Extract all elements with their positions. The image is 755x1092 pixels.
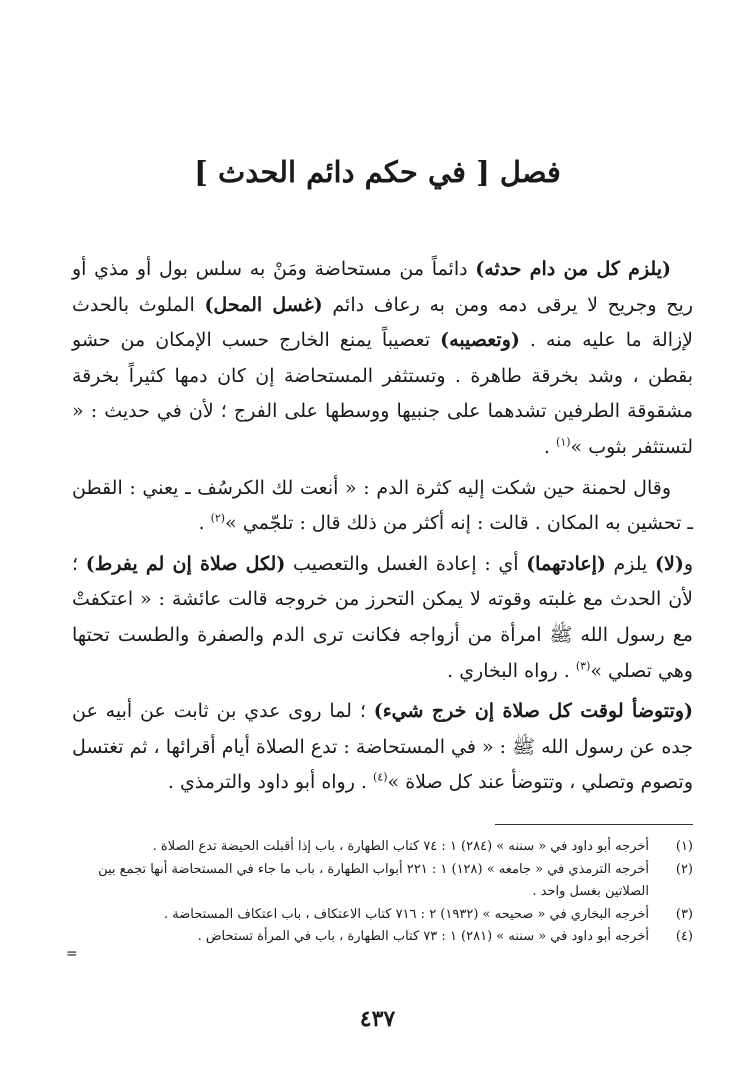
- commentary-text: ؛ لأن الحدث مع غلبته وقوته لا يمكن التحرز من خروجه قالت عائشة : « اعتكفتْ مع رسول الله ﷺ امرأة من أزواجه فكانت ترى الدم والصفرة والطست تحتها وهي تصلي »: [72, 552, 693, 682]
- page-number: ٤٣٧: [359, 1006, 396, 1032]
- footnote-reference[interactable]: (١): [556, 435, 571, 449]
- commentary-text: الملوث بالحدث لإزالة ما عليه منه .: [72, 293, 693, 352]
- footnotes: [62, 836, 693, 949]
- commentary-text: و: [683, 552, 694, 575]
- footnote-reference[interactable]: (٤): [373, 770, 388, 784]
- footnote-number: (٤): [675, 929, 693, 944]
- main-text: [72, 252, 693, 806]
- paragraph: [72, 252, 693, 466]
- bold-matn-text: (إعادتهما): [526, 552, 606, 575]
- footnote-reference[interactable]: (٣): [575, 659, 591, 673]
- paragraph-ending: . رواه أبو داود والترمذي .: [167, 771, 374, 794]
- footnote-item: [62, 904, 693, 927]
- bold-matn-text: (وتتوضأ لوقت كل صلاة إن خرج شيء): [373, 700, 693, 723]
- paragraph-ending: . رواه البخاري .: [447, 659, 576, 682]
- footnote-item: [62, 859, 693, 904]
- footnote-item: [62, 926, 693, 949]
- chapter-title: فصل [ في حكم دائم الحدث ]: [194, 155, 561, 189]
- commentary-text: أي : إعادة الغسل والتعصيب: [285, 552, 527, 575]
- commentary-text: ؛ لما روى عدي بن ثابت عن أبيه عن جده عن رسول الله ﷺ : « في المستحاضة : تدع الصلاة أيام أقرائها ، ثم تغتسل وتصوم وتصلي ، وتتوضأ عند كل صلاة »: [72, 700, 693, 794]
- paragraph: [72, 694, 693, 801]
- footnote-number: (٣): [675, 906, 693, 922]
- commentary-text: تعصيباً يمنع الخارج حسب الإمكان من حشو بقطن ، وشد بخرقة طاهرة . وتستثفر المستحاضة إن كان دمها كثيراً بخرقة مشقوقة الطرفين تشدهما على جنبيها ووسطها على الفرج ؛ لأن في حديث : « لتستثفر بثوب »: [72, 329, 693, 458]
- commentary-text: دائماً من مستحاضة ومَنْ به سلس بول أو مذي أو ريح وجريح لا يرقى دمه ومن به رعاف دائم: [72, 258, 693, 316]
- footnote-text: أخرجه أبو داود في « سننه » (٢٨١) ١ : ٧٣ كتاب الطهارة ، باب في المرأة تستحاض .: [197, 929, 649, 944]
- bold-matn-text: (لا): [655, 552, 684, 575]
- commentary-text: يلزم: [605, 552, 655, 575]
- commentary-text: وقال لحمنة حين شكت إليه كثرة الدم : « أنعت لك الكرسُف ـ يعني : القطن ـ تحشين به المكان . قالت : إنه أكثر من ذلك قال : تلجّمي »: [72, 476, 693, 535]
- footnote-text: أخرجه أبو داود في « سننه » (٢٨٤) ١ : ٧٤ كتاب الطهارة ، باب إذا أقبلت الحيضة تدع الصلاة .: [152, 839, 649, 854]
- footnote-reference[interactable]: (٢): [210, 511, 226, 525]
- footnote-number: (١): [675, 839, 693, 854]
- bold-matn-text: (غسل المحل): [204, 293, 323, 316]
- footnote-item: [62, 836, 693, 859]
- bold-matn-text: (يلزم كل من دام حدثه): [475, 258, 671, 280]
- footnote-separator: [495, 824, 693, 825]
- footnote-text: أخرجه الترمذي في « جامعه » (١٢٨) ١ : ٢٢١ أبواب الطهارة ، باب ما جاء في المستحاضة أنها تجمع بين الصلاتين بغسل واحد .: [98, 861, 649, 899]
- continuation-mark: =: [66, 946, 78, 962]
- bold-matn-text: (وتعصيبه): [440, 329, 520, 352]
- footnote-number: (٢): [675, 861, 693, 877]
- paragraph-ending: .: [198, 512, 211, 535]
- footnote-text: أخرجه البخاري في « صحيحه » (١٩٣٢) ٢ : ٧١٦ كتاب الاعتكاف ، باب اعتكاف المستحاضة .: [163, 906, 649, 922]
- paragraph: [72, 471, 693, 542]
- bold-matn-text: (لكل صلاة إن لم يفرط): [85, 552, 286, 575]
- paragraph: [72, 547, 693, 689]
- paragraph-ending: .: [543, 435, 557, 458]
